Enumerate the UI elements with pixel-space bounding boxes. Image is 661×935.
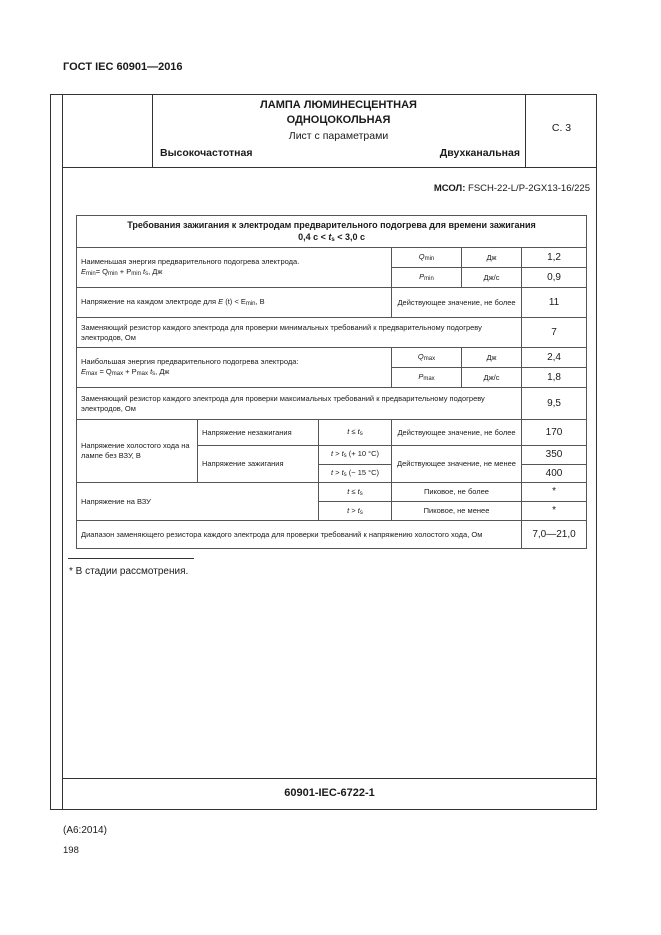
min-energy-label: Наименьшая энергия предварительного подогрева электрода. $E_{min}= Q_{min} + P_{min}$ $t_s$, Дж [77,248,392,288]
footnote-separator [68,558,194,559]
msol-designation [300,183,590,194]
page-number: 198 [63,845,79,856]
ignition-value-cold: 400 [522,464,587,483]
ignitor-type-max: Пиковое, не более [392,483,522,502]
lamp-type-right: Двухканальная [439,147,520,159]
ignition-requirements-table [76,215,587,549]
ignitor-value-max: * [522,483,587,502]
table-row [77,388,587,420]
min-resistor-label: Заменяющий резистор каждого электрода для проверки минимальных требований к предварительному подогреву электродов, Ом [77,318,522,348]
ignitor-voltage-label: Напряжение на ВЗУ [77,483,319,521]
table-caption-row [77,216,587,248]
q-max-value: 2,4 [522,348,587,368]
p-min-unit: Дж/с [462,268,522,288]
table-row [77,248,587,268]
q-min-symbol: $Q_{min}$ [392,248,462,268]
electrode-voltage-condition: Действующее значение, не более [392,288,522,318]
ocv-label: Напряжение холостого хода на лампе без ВЗУ, В [77,420,198,483]
electrode-voltage-value: 11 [522,288,587,318]
lamp-type-left: Высокочастотная [160,147,253,159]
table-caption [77,216,587,248]
lamp-title-line1: ЛАМПА ЛЮМИНЕСЦЕНТНАЯ [260,99,417,111]
q-min-value: 1,2 [522,248,587,268]
footer-separator [62,778,597,779]
q-max-symbol: $Q_{max}$ [392,348,462,368]
ignition-type: Действующее значение, не менее [392,446,522,483]
q-max-unit: Дж [462,348,522,368]
ignition-condition-cold: $t > t_s$ (− 15 °С) [319,464,392,483]
non-ignition-condition: $t \le t_s$ [319,420,392,446]
ignitor-condition-after: $t > t_s$ [319,502,392,521]
document-standard-title: ГОСТ IEC 60901—2016 [63,61,183,73]
footnote: * В стадии рассмотрения. [69,566,189,577]
max-resistor-value: 9,5 [522,388,587,420]
table-row [77,483,587,502]
table-row [77,318,587,348]
p-min-value: 0,9 [522,268,587,288]
ignition-value-warm: 350 [522,446,587,465]
table-caption-line2: 0,4 $с < t_s < 3,0$ с [298,232,365,244]
table-caption-line1: Требования зажигания к электродам предварительного подогрева для времени зажигания [127,220,536,230]
p-max-value: 1,8 [522,368,587,388]
sheet-code: 60901-IEC-6722-1 [284,787,375,799]
ignitor-type-min: Пиковое, не менее [392,502,522,521]
p-max-unit: Дж/с [462,368,522,388]
resistor-range-label: Диапазон заменяющего резистора каждого электрода для проверки требований к напряжению холостого хода, Ом [77,521,522,549]
table-row [77,420,587,446]
ignition-voltage-label: Напряжение зажигания [198,446,319,483]
q-min-unit: Дж [462,248,522,268]
ignitor-value-min: * [522,502,587,521]
p-max-symbol: $P_{max}$ [392,368,462,388]
non-ignition-voltage-label: Напряжение незажигания [198,420,319,446]
max-energy-label: Наибольшая энергия предварительного подогрева электрода: $E_{max} = Q_{max} + P_{max}$ $t_s$, Дж [77,348,392,388]
ignitor-condition-before: $t \le t_s$ [319,483,392,502]
max-resistor-label: Заменяющий резистор каждого электрода для проверки максимальных требований к предварительному подогреву электродов, Ом [77,388,522,420]
frame-binding-line [62,94,63,810]
lamp-title-line2: ОДНОЦОКОЛЬНАЯ [286,114,391,126]
title-block-bottom-line [62,167,152,168]
table-row [77,348,587,368]
ignition-condition-warm: $t > t_s$ (+ 10 °С) [319,446,392,465]
sheet-subtitle: Лист с параметрами [288,130,389,142]
p-min-symbol: $P_{min}$ [392,268,462,288]
resistor-range-value: 7,0—21,0 [522,521,587,549]
min-resistor-value: 7 [522,318,587,348]
electrode-voltage-label: Напряжение на каждом электроде для E $(t) < E_{min}$, В [77,288,392,318]
msol-value: FSCH-22-L/P-2GX13-16/225 [465,183,590,194]
sheet-page-ref: С. 3 [551,122,572,134]
amendment-note: (А6:2014) [63,825,107,836]
msol-label: МСОЛ: [433,183,466,194]
non-ignition-value: 170 [522,420,587,446]
table-row [77,288,587,318]
non-ignition-type: Действующее значение, не более [392,420,522,446]
table-row [77,521,587,549]
